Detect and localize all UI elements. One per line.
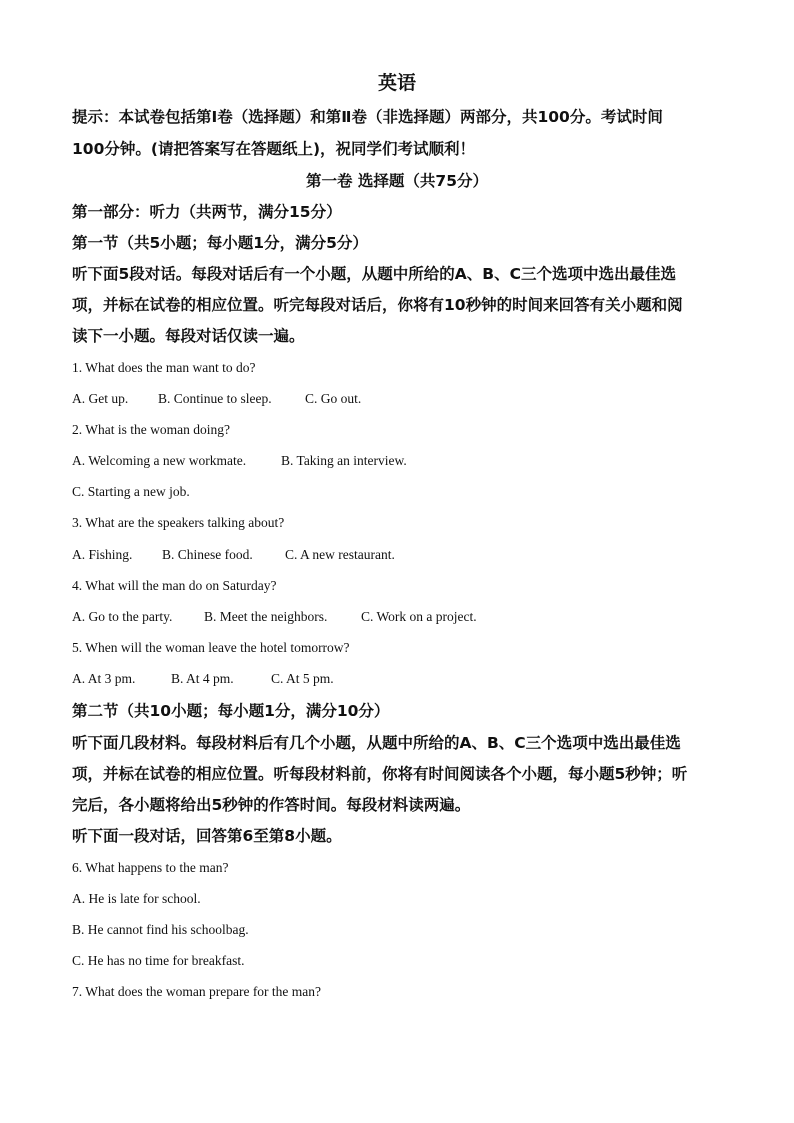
question-1-option-c[interactable]: C. Go out. [305, 391, 362, 406]
notice-line-2: 100分钟。(请把答案写在答题纸上)，祝同学们考试顺利！ [72, 140, 476, 158]
question-6-option-a[interactable]: A. He is late for school. [72, 891, 201, 906]
section1-instruction-line-2: 项，并标在试卷的相应位置。听完每段对话后，你将有10秒钟的时间来回答有关小题和阅 [72, 296, 683, 314]
question-5-option-a[interactable]: A. At 3 pm. [72, 671, 136, 686]
question-3-stem: 3. What are the speakers talking about? [72, 515, 285, 530]
question-2-option-c[interactable]: C. Starting a new job. [72, 484, 190, 499]
question-4-option-a[interactable]: A. Go to the party. [72, 609, 173, 624]
question-6-stem: 6. What happens to the man? [72, 860, 229, 875]
passage-intro: 听下面一段对话，回答第6至第8小题。 [72, 827, 342, 845]
question-4-stem: 4. What will the man do on Saturday? [72, 578, 277, 593]
question-6-option-c[interactable]: C. He has no time for breakfast. [72, 953, 245, 968]
question-5-options [72, 670, 732, 688]
part1-heading: 第一部分：听力（共两节，满分15分） [72, 203, 342, 221]
question-1-option-b[interactable]: B. Continue to sleep. [158, 391, 272, 406]
question-2-stem: 2. What is the woman doing? [72, 422, 230, 437]
section2-instruction-line-1: 听下面几段材料。每段材料后有几个小题，从题中所给的A、B、C三个选项中选出最佳选 [72, 734, 681, 752]
question-5-stem: 5. When will the woman leave the hotel tomorrow? [72, 640, 350, 655]
question-3-option-c[interactable]: C. A new restaurant. [285, 547, 395, 562]
section2-instruction-line-2: 项，并标在试卷的相应位置。听每段材料前，你将有时间阅读各个小题，每小题5秒钟；听 [72, 765, 688, 783]
question-2-option-a[interactable]: A. Welcoming a new workmate. [72, 453, 247, 468]
section1-instruction-line-1: 听下面5段对话。每段对话后有一个小题，从题中所给的A、B、C三个选项中选出最佳选 [72, 265, 676, 283]
notice-line-1: 提示：本试卷包括第Ⅰ卷（选择题）和第Ⅱ卷（非选择题）两部分，共100分。考试时间 [72, 108, 663, 126]
question-2-options [72, 452, 732, 470]
section1-instruction-line-3: 读下一小题。每段对话仅读一遍。 [72, 327, 305, 345]
section2-instruction-line-3: 完后，各小题将给出5秒钟的作答时间。每段材料读两遍。 [72, 796, 471, 814]
question-1-option-a[interactable]: A. Get up. [72, 391, 129, 406]
question-5-option-c[interactable]: C. At 5 pm. [271, 671, 334, 686]
exam-title: 英语 [377, 72, 416, 94]
question-3-option-a[interactable]: A. Fishing. [72, 547, 133, 562]
question-7-stem: 7. What does the woman prepare for the man? [72, 984, 322, 999]
question-2-option-b[interactable]: B. Taking an interview. [281, 453, 407, 468]
volume-heading: 第一卷 选择题（共75分） [306, 172, 488, 190]
question-1-options [72, 390, 732, 408]
question-1-stem: 1. What does the man want to do? [72, 360, 256, 375]
question-4-option-b[interactable]: B. Meet the neighbors. [204, 609, 328, 624]
question-6-option-b[interactable]: B. He cannot find his schoolbag. [72, 922, 249, 937]
question-5-option-b[interactable]: B. At 4 pm. [171, 671, 234, 686]
question-3-option-b[interactable]: B. Chinese food. [162, 547, 253, 562]
question-4-option-c[interactable]: C. Work on a project. [361, 609, 477, 624]
question-4-options [72, 608, 732, 626]
section1-heading: 第一节（共5小题；每小题1分，满分5分） [72, 234, 368, 252]
question-3-options [72, 546, 732, 564]
section2-heading: 第二节（共10小题；每小题1分，满分10分） [72, 702, 390, 720]
